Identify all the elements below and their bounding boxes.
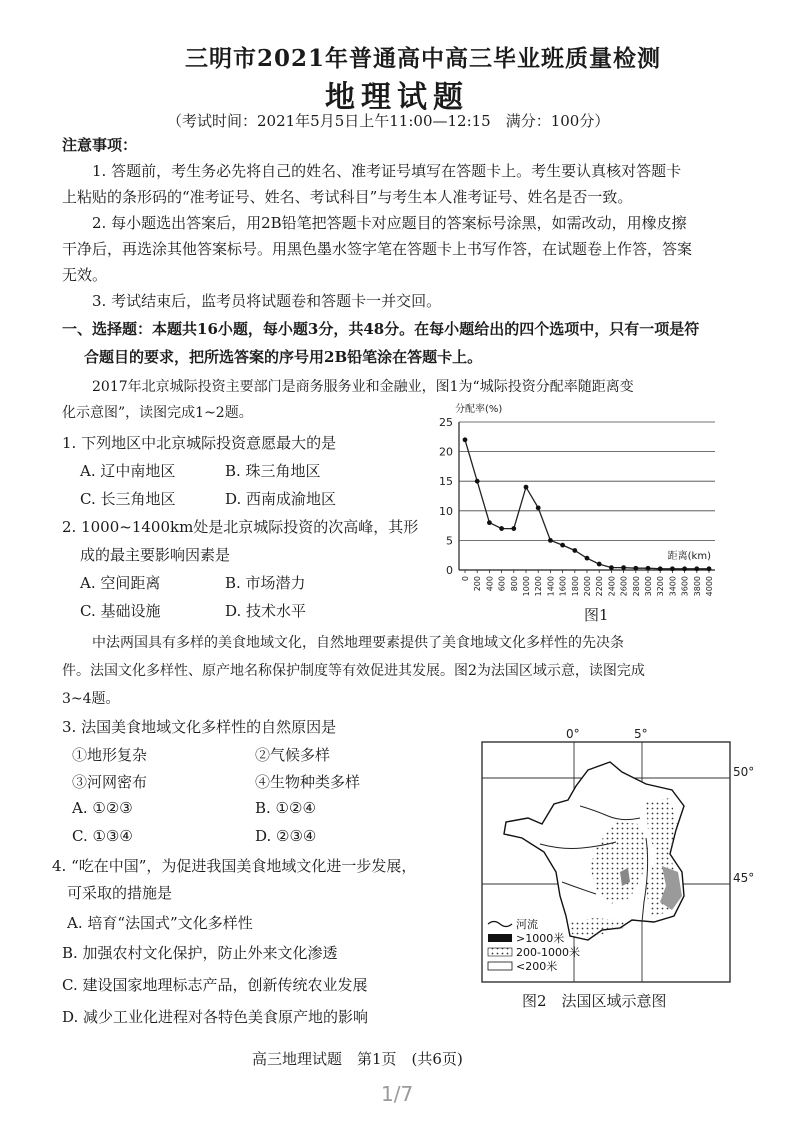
figure-1-chart <box>425 398 725 628</box>
notice-item-2-cont: 干净后，再选涂其他答案标号。用黑色墨水签字笔在答题卡上书写作答，在试题卷上作答，答案 <box>62 240 693 258</box>
data-point <box>633 566 638 571</box>
x-tick-label: 1000 <box>522 576 531 597</box>
data-point <box>682 566 687 571</box>
data-point <box>646 566 651 571</box>
lon-label-5: 5° <box>634 727 648 741</box>
passage-2: 中法两国具有多样的美食地域文化，自然地理要素提供了美食地域文化多样性的先决条 <box>92 635 624 651</box>
question-1-option-d: D. 西南成渝地区 <box>225 490 337 508</box>
x-tick-label: 800 <box>509 576 519 592</box>
data-point <box>548 538 553 543</box>
legend-high-swatch <box>488 934 512 942</box>
data-point <box>463 437 468 442</box>
passage-2-end: 3~4题。 <box>62 691 120 707</box>
question-3-stem: 3. 法国美食地域文化多样性的自然原因是 <box>62 718 337 736</box>
lon-label-0: 0° <box>566 727 580 741</box>
question-3-statement-2: ②气候多样 <box>255 746 331 764</box>
question-1-option-a: A. 辽中南地区 <box>80 462 176 480</box>
section-heading: 一、选择题：本题共16小题，每小题3分，共48分。在每小题给出的四个选项中，只有一项是符 <box>62 320 700 338</box>
question-3-option-c: C. ①③④ <box>72 827 133 845</box>
x-tick-label: 1800 <box>570 576 580 597</box>
notice-item-3: 3. 考试结束后，监考员将试题卷和答题卡一并交回。 <box>92 292 442 310</box>
figure-1-y-axis-label: 分配率(%) <box>455 404 503 415</box>
question-3-option-b: B. ①②④ <box>255 799 316 817</box>
y-tick-label: 10 <box>439 504 453 518</box>
exam-info: （考试时间：2021年5月5日上午11:00—12:15 满分：100分） <box>167 112 610 130</box>
x-tick-label: 0 <box>461 576 470 582</box>
figure-1-caption: 图1 <box>584 606 609 624</box>
question-2-option-c: C. 基础设施 <box>80 602 161 620</box>
figure-2-map <box>470 726 760 988</box>
x-tick-label: 3000 <box>644 576 653 597</box>
x-tick-label: 600 <box>497 576 507 592</box>
y-tick-label: 20 <box>439 445 453 459</box>
x-tick-label: 2200 <box>595 576 605 597</box>
legend-mid-swatch <box>488 948 512 956</box>
x-tick-label: 3400 <box>668 576 678 597</box>
passage-2-cont: 件。法国文化多样性、原产地名称保护制度等有效促进其发展。图2为法国区域示意，读图完成 <box>62 663 645 679</box>
question-2-option-b: B. 市场潜力 <box>225 574 306 592</box>
question-4-stem: 4. “吃在中国”，为促进我国美食地域文化进一步发展， <box>52 857 417 875</box>
y-tick-label: 5 <box>446 534 453 548</box>
figure-2-caption: 图2 法国区域示意图 <box>522 992 667 1010</box>
notice-item-1-cont: 上粘贴的条形码的“准考证号、姓名、考试科目”与考生本人准考证号、姓名是否一致。 <box>62 188 633 206</box>
x-tick-label: 1200 <box>534 576 544 597</box>
data-point <box>487 520 492 525</box>
x-tick-label: 2800 <box>631 576 641 597</box>
question-4-option-d: D. 减少工业化进程对各特色美食原产地的影响 <box>62 1008 369 1026</box>
data-point <box>621 565 626 570</box>
pyrenees-highlands <box>570 918 630 938</box>
question-4-option-b: B. 加强农村文化保护，防止外来文化渗透 <box>62 944 338 962</box>
x-tick-label: 200 <box>473 576 483 592</box>
data-point <box>536 505 541 510</box>
data-point <box>511 526 516 531</box>
question-2-option-a: A. 空间距离 <box>80 574 161 592</box>
page-footer: 高三地理试题 第1页 (共6页) <box>252 1050 463 1068</box>
data-point <box>475 479 480 484</box>
x-tick-label: 1600 <box>558 576 568 597</box>
question-2-stem: 2. 1000~1400km处是北京城际投资的次高峰，其形 <box>62 518 419 536</box>
question-1-option-c: C. 长三角地区 <box>80 490 176 508</box>
data-point <box>694 566 699 571</box>
lat-label-50: 50° <box>733 765 755 779</box>
legend-low-label: <200米 <box>516 960 558 973</box>
question-4-stem-cont: 可采取的措施是 <box>67 884 173 902</box>
question-2-stem-cont: 成的最主要影响因素是 <box>80 546 231 564</box>
map-legend <box>488 917 580 973</box>
data-point <box>499 526 504 531</box>
question-3-option-a: A. ①②③ <box>72 799 133 817</box>
question-1-option-b: B. 珠三角地区 <box>225 462 321 480</box>
data-point <box>524 485 529 490</box>
page-indicator: 1/7 <box>381 1082 414 1106</box>
legend-river-icon <box>488 922 512 927</box>
legend-low-swatch <box>488 962 512 970</box>
legend-high-label: >1000米 <box>516 932 565 945</box>
question-3-option-d: D. ②③④ <box>255 827 317 845</box>
data-point <box>670 566 675 571</box>
x-tick-label: 4000 <box>705 576 714 597</box>
data-point <box>585 556 590 561</box>
question-3-statement-3: ③河网密布 <box>72 773 148 791</box>
x-tick-label: 3600 <box>680 576 690 597</box>
y-tick-label: 15 <box>439 475 453 489</box>
data-point <box>609 565 614 570</box>
series-line <box>465 440 709 569</box>
lat-label-45: 45° <box>733 871 755 885</box>
question-4-option-c: C. 建设国家地理标志产品，创新传统农业发展 <box>62 976 368 994</box>
notice-item-2: 2. 每小题选出答案后，用2B铅笔把答题卡对应题目的答案标号涂黑，如需改动，用橡皮擦 <box>92 214 687 232</box>
y-tick-label: 0 <box>446 564 453 577</box>
x-tick-label: 3200 <box>656 576 666 597</box>
data-point <box>560 543 565 548</box>
x-tick-label: 3800 <box>692 576 702 597</box>
question-2-option-d: D. 技术水平 <box>225 602 307 620</box>
data-point <box>658 566 663 571</box>
notice-heading: 注意事项： <box>62 136 138 154</box>
exam-title: 三明市2021年普通高中高三毕业班质量检测 <box>185 45 662 72</box>
passage-1-cont: 化示意图”，读图完成1~2题。 <box>62 405 253 421</box>
legend-mid-label: 200-1000米 <box>516 946 580 959</box>
x-tick-label: 2400 <box>607 576 617 597</box>
figure-1-x-axis-label: 距离(km) <box>667 551 711 562</box>
data-point <box>597 562 602 567</box>
question-1-stem: 1. 下列地区中北京城际投资意愿最大的是 <box>62 434 337 452</box>
question-4-option-a: A. 培育“法国式”文化多样性 <box>67 914 253 932</box>
data-point <box>707 566 712 571</box>
notice-item-1: 1. 答题前，考生务必先将自己的姓名、准考证号填写在答题卡上。考生要认真核对答题卡 <box>92 162 682 180</box>
section-heading-cont: 合题目的要求，把所选答案的序号用2B铅笔涂在答题卡上。 <box>84 348 483 366</box>
question-3-statement-4: ④生物种类多样 <box>255 773 361 791</box>
data-point <box>572 548 577 553</box>
question-3-statement-1: ①地形复杂 <box>72 746 148 764</box>
legend-river-label: 河流 <box>516 918 538 931</box>
passage-1: 2017年北京城际投资主要部门是商务服务业和金融业，图1为“城际投资分配率随距离变 <box>92 379 634 395</box>
x-tick-label: 2600 <box>619 576 629 597</box>
x-tick-label: 1400 <box>546 576 556 597</box>
notice-item-2-end: 无效。 <box>62 266 108 284</box>
x-tick-label: 400 <box>485 576 495 592</box>
x-tick-label: 2000 <box>583 576 592 597</box>
y-tick-label: 25 <box>439 416 453 429</box>
subject-title: 地理试题 <box>325 80 469 115</box>
